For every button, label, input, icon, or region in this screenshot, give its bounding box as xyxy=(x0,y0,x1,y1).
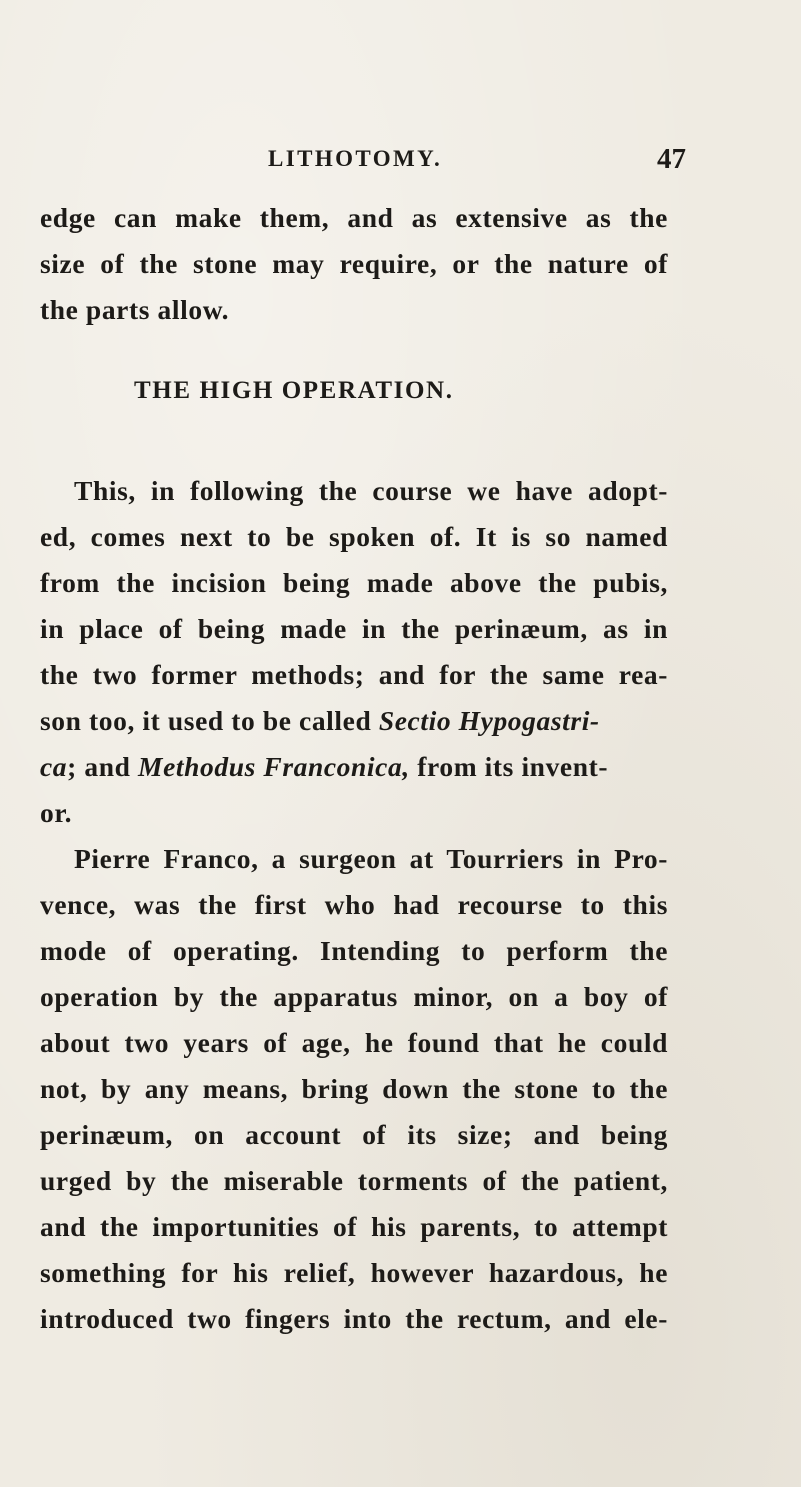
text-line: perinæum, on account of its size; and being xyxy=(40,1119,668,1150)
text-line: not, by any means, bring down the stone to the xyxy=(40,1073,668,1104)
text-run: son too, it used to be called xyxy=(40,705,379,736)
latin-term: Methodus Franconica, xyxy=(138,751,410,782)
running-head-title: LITHOTOMY. xyxy=(268,146,443,171)
text-run: ; and xyxy=(67,751,139,782)
latin-term: ca xyxy=(40,751,68,782)
text-line: the two former methods; and for the same rea- xyxy=(40,659,668,690)
latin-term: Sectio Hypogastri- xyxy=(378,705,600,736)
text-line: operation by the apparatus minor, on a boy of xyxy=(40,981,668,1012)
text-line: This, in following the course we have adopt- xyxy=(74,475,668,506)
text-line: vence, was the first who had recourse to this xyxy=(40,889,668,920)
text-line: about two years of age, he found that he could xyxy=(40,1027,668,1058)
text-line: from the incision being made above the pubis, xyxy=(40,567,668,598)
text-line: introduced two fingers into the rectum, and ele- xyxy=(40,1303,668,1334)
text-line: Pierre Franco, a surgeon at Tourriers in Pro- xyxy=(74,843,668,874)
text-line: or. xyxy=(40,797,73,828)
text-line: something for his relief, however hazardous, he xyxy=(40,1257,668,1288)
text-line: edge can make them, and as extensive as the xyxy=(40,202,668,233)
text-line xyxy=(40,745,668,789)
page-number: 47 xyxy=(657,143,686,175)
text-line xyxy=(40,699,668,743)
running-head xyxy=(268,143,686,180)
text-run: from its invent- xyxy=(409,751,609,782)
text-line: mode of operating. Intending to perform the xyxy=(40,935,668,966)
text-line: size of the stone may require, or the nature of xyxy=(40,248,668,279)
text-line: ed, comes next to be spoken of. It is so named xyxy=(40,521,668,552)
text-line: in place of being made in the perinæum, as in xyxy=(40,613,668,644)
text-line: and the importunities of his parents, to attempt xyxy=(40,1211,668,1242)
text-line: urged by the miserable torments of the patient, xyxy=(40,1165,668,1196)
text-line: the parts allow. xyxy=(40,294,230,325)
section-heading: THE HIGH OPERATION. xyxy=(134,377,454,404)
